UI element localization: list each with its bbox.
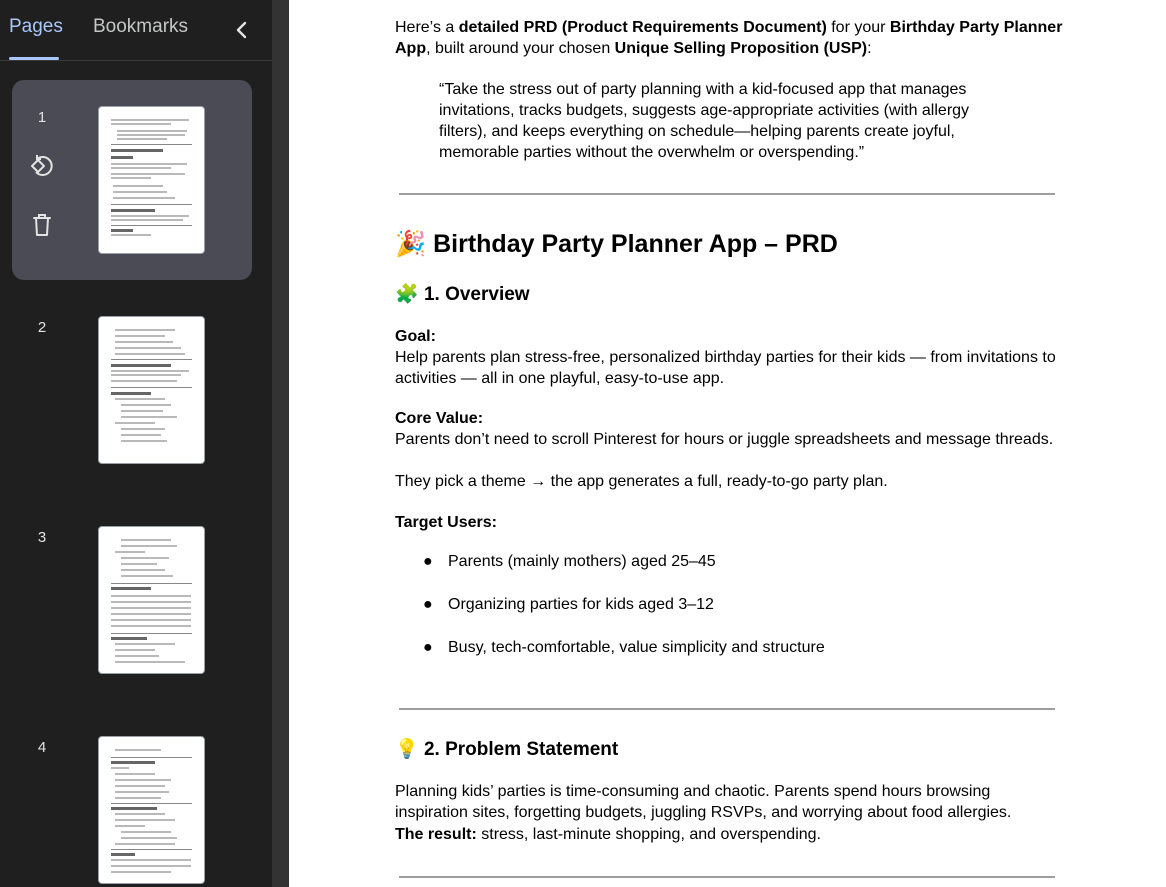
horizontal-rule: [399, 708, 1055, 710]
chevron-left-icon[interactable]: [230, 18, 254, 42]
core-value-text: Parents don’t need to scroll Pinterest for hours or juggle spreadsheets and message threads.: [395, 431, 1054, 448]
goal-text: Help parents plan stress-free, personalized birthday parties for their kids — from invitations to activities — all in one playful, easy-to-use app.: [395, 349, 1056, 387]
page-number: 2: [37, 319, 47, 336]
page-thumbnail[interactable]: [98, 316, 205, 464]
tab-pages[interactable]: Pages: [9, 16, 63, 37]
doc-title: 🎉 Birthday Party Planner App – PRD: [395, 230, 838, 258]
page-number: 3: [37, 529, 47, 546]
problem-text: Planning kids’ parties is time-consuming and chaotic. Parents spend hours browsing inspiration sites, forgetting budgets, juggling RSVPs, and worrying about food allergies.: [395, 783, 1012, 821]
party-popper-icon: 🎉: [395, 230, 427, 258]
sidebar-divider: [0, 60, 272, 61]
trash-icon[interactable]: [28, 211, 56, 239]
horizontal-rule: [399, 876, 1055, 878]
core-value-label: Core Value:: [395, 410, 484, 427]
section-heading-overview: 🧩 1. Overview: [395, 284, 530, 305]
page-thumbnail[interactable]: [98, 526, 205, 674]
target-users-label: Target Users:: [395, 514, 497, 531]
page-number: 4: [37, 739, 47, 756]
horizontal-rule: [399, 193, 1055, 195]
page-number: 1: [37, 109, 47, 126]
rotate-icon[interactable]: [28, 152, 56, 180]
page-sidebar: [0, 0, 272, 887]
sidebar-gutter: [272, 0, 289, 887]
page-thumbnail[interactable]: [98, 106, 205, 254]
puzzle-icon: 🧩: [395, 284, 419, 305]
section-heading-problem: 💡 2. Problem Statement: [395, 739, 619, 760]
goal-label: Goal:: [395, 328, 436, 345]
result-text: The result: stress, last-minute shopping, and overspending.: [395, 826, 821, 843]
core-value-text-2: They pick a theme → the app generates a full, ready-to-go party plan.: [395, 473, 888, 490]
page-thumbnail[interactable]: [98, 736, 205, 884]
intro-paragraph: Here’s a detailed PRD (Product Requirements Document) for your Birthday Party Planner App, built around your chosen Unique Selling Proposition (USP):: [395, 19, 1063, 57]
usp-quote: “Take the stress out of party planning with a kid-focused app that manages invitations, tracks budgets, suggests age-appropriate activities (with allergy filters), and keeps everything on schedule—helping parents create joyful, memorable parties without the overwhelm or overspending.”: [439, 81, 970, 161]
lightbulb-icon: 💡: [395, 739, 419, 760]
tab-bookmarks[interactable]: Bookmarks: [93, 16, 189, 37]
